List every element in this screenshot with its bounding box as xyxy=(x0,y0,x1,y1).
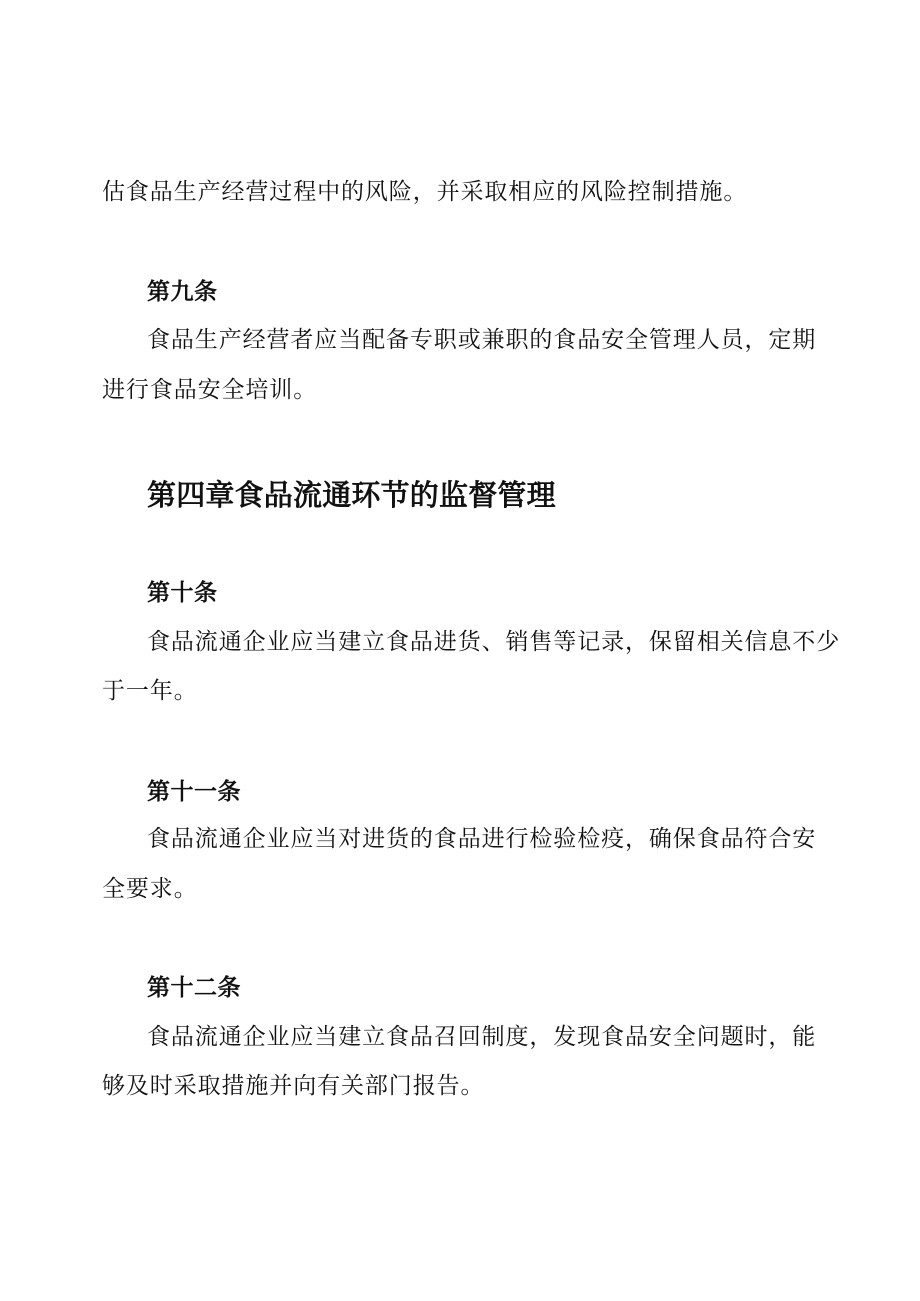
article-heading: 第九条 xyxy=(147,279,218,305)
article-body-line: 食品流通企业应当对进货的食品进行检验检疫，确保食品符合安 xyxy=(147,826,817,852)
article-body-line: 于一年。 xyxy=(102,678,198,704)
article-heading: 第十条 xyxy=(147,580,218,606)
continuation-line: 估食品生产经营过程中的风险，并采取相应的风险控制措施。 xyxy=(102,179,748,205)
chapter-heading: 第四章食品流通环节的监督管理 xyxy=(147,478,556,512)
article-body-line: 进行食品安全培训。 xyxy=(102,377,318,403)
article-body-line: 够及时采取措施并向有关部门报告。 xyxy=(102,1073,485,1099)
article-body-line: 食品流通企业应当建立食品进货、销售等记录，保留相关信息不少 xyxy=(147,629,841,655)
article-heading: 第十二条 xyxy=(147,975,241,1001)
article-heading: 第十一条 xyxy=(147,779,241,805)
article-body-line: 全要求。 xyxy=(102,876,198,902)
article-body-line: 食品生产经营者应当配备专职或兼职的食品安全管理人员，定期 xyxy=(147,327,817,353)
article-body-line: 食品流通企业应当建立食品召回制度，发现食品安全问题时，能 xyxy=(147,1024,817,1050)
